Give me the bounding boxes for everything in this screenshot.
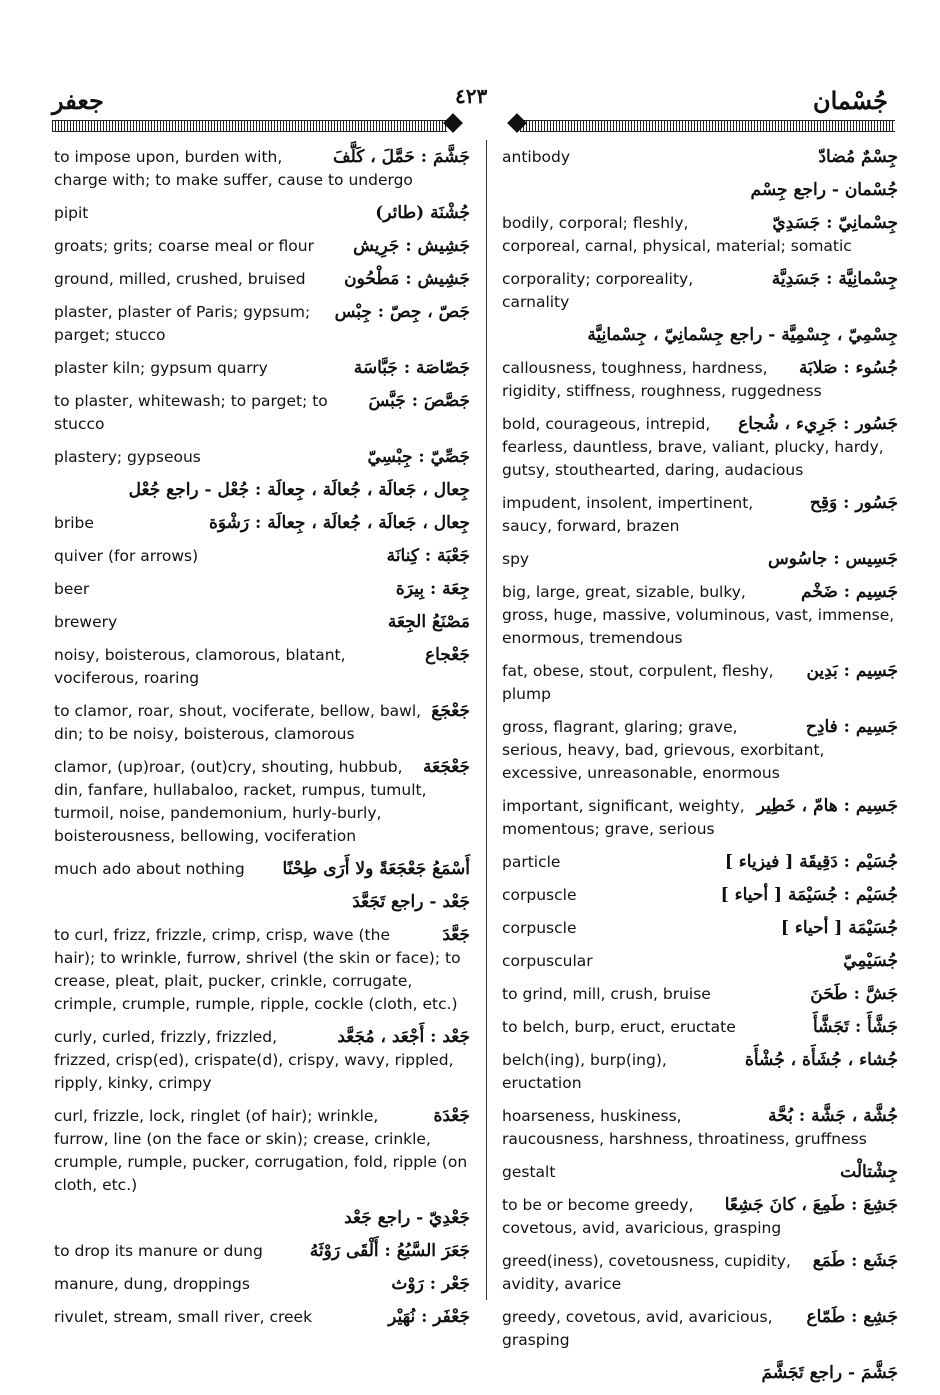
dictionary-entry: [502, 581, 898, 650]
dictionary-entry: [54, 146, 470, 192]
arabic-headword: جُشاء ، جُشَأَة ، جُشْأَة: [744, 1050, 898, 1070]
english-definition: manure, dung, droppings: [54, 1275, 250, 1293]
english-definition: bodily, corporal; fleshly, corporeal, carnal, physical, material; somatic: [502, 214, 852, 255]
english-definition: curly, curled, frizzly, frizzled, frizzed, crisp(ed), crispate(d), crispy, wavy, rippled, ripply, kinky, crimpy: [54, 1028, 454, 1092]
arabic-headword: جِسْمٌ مُضادّ: [818, 147, 898, 167]
dictionary-entry: [502, 146, 898, 169]
arabic-headword: جِعال ، جَعالَة ، جُعالَة ، جِعالَة : رَشْوَة: [208, 513, 470, 533]
arabic-headword: جَسِيم : ضَخْم: [801, 582, 898, 602]
arabic-headword: جُشْنَة (طائر): [375, 203, 470, 223]
dictionary-entry: [54, 644, 470, 690]
english-definition: bribe: [54, 514, 94, 532]
right-guide-word: جُسْمان: [812, 86, 888, 115]
english-definition: to belch, burp, eruct, eructate: [502, 1018, 736, 1036]
english-definition: gestalt: [502, 1163, 556, 1181]
english-definition: hoarseness, huskiness, raucousness, harshness, throatiness, gruffness: [502, 1107, 867, 1148]
arabic-headword: جَسُور : وَقِح: [809, 493, 898, 513]
header-rule-left: [52, 120, 447, 132]
dictionary-entry: [54, 1273, 470, 1296]
arabic-headword: جِسْمِيّ ، جِسْمِيَّة - راجع جِسْمانِيّ ، جِسْمانِيَّة: [587, 325, 898, 345]
dictionary-entry: [54, 446, 470, 469]
dictionary-entry: [54, 1105, 470, 1197]
arabic-headword: جَشَّمَ - راجع تَجَشَّمَ: [761, 1363, 898, 1383]
arabic-headword: جَعْدِيّ - راجع جَعْد: [344, 1208, 470, 1228]
arabic-headword: جَعْجَعَة: [423, 757, 470, 777]
dictionary-entry: [54, 611, 470, 634]
arabic-headword: جَعْفَر : نُهَيْر: [388, 1307, 470, 1327]
dictionary-entry: [502, 492, 898, 538]
arabic-headword: جَعْر : رَوْث: [391, 1274, 470, 1294]
arabic-headword: جَشِعَ : طَمِعَ ، كانَ جَشِعًا: [724, 1195, 898, 1215]
arabic-headword: جُسُوء : صَلابَة: [799, 358, 898, 378]
arabic-headword: جُسَيْم : جُسَيْمَة [ أحياء ]: [720, 885, 898, 905]
english-definition: noisy, boisterous, clamorous, blatant, vociferous, roaring: [54, 646, 346, 687]
english-definition: to grind, mill, crush, bruise: [502, 985, 711, 1003]
dictionary-entry: [54, 390, 470, 436]
arabic-headword: جُسَيْمِيّ: [843, 951, 898, 971]
english-definition: big, large, great, sizable, bulky, gross, huge, massive, voluminous, vast, immense, enormous, tremendous: [502, 583, 895, 647]
arabic-headword: جَعْبَة : كِنانَة: [386, 546, 470, 566]
dictionary-entry: [502, 324, 898, 347]
dictionary-entry: [54, 479, 470, 502]
dictionary-entry: [54, 1240, 470, 1263]
english-definition: to curl, frizz, frizzle, crimp, crisp, wave (the hair); to wrinkle, furrow, shrivel (the skin or face); to crease, pleat, plait, pucker, crinkle, corrugate, crimple, crumple, rumple, ripple, cockle (cloth, etc.): [54, 926, 461, 1013]
english-definition: corpuscle: [502, 919, 577, 937]
arabic-headword: جَصِّيّ : جِبْسِيّ: [367, 447, 470, 467]
arabic-headword: جَسِيم : فادِح: [805, 717, 898, 737]
page-header: [0, 78, 940, 118]
arabic-headword: جَعْدَة: [433, 1106, 470, 1126]
dictionary-entry: [502, 1306, 898, 1352]
dictionary-entry: [502, 983, 898, 1006]
english-definition: beer: [54, 580, 90, 598]
english-definition: much ado about nothing: [54, 860, 245, 878]
arabic-headword: جِعَة : بِيرَة: [395, 579, 470, 599]
dictionary-entry: [54, 858, 470, 881]
header-rule-right: [520, 120, 895, 132]
english-definition: impudent, insolent, impertinent, saucy, forward, brazen: [502, 494, 754, 535]
arabic-headword: جَصّ ، جِصّ : جِبْس: [334, 302, 470, 322]
dictionary-entry: [502, 1250, 898, 1296]
arabic-headword: جَعَّدَ: [442, 925, 470, 945]
arabic-headword: جَسِيم : هامّ ، خَطِير: [756, 796, 898, 816]
english-definition: to plaster, whitewash; to parget; to stucco: [54, 392, 328, 433]
arabic-headword: جَعْجَعَ: [431, 701, 470, 721]
arabic-headword: جَشِع : طَمّاع: [806, 1307, 898, 1327]
arabic-headword: جِسْمانِيَّة : جَسَدِيَّة: [771, 269, 898, 289]
arabic-headword: جَشَّ : طَحَنَ: [810, 984, 898, 1004]
english-definition: particle: [502, 853, 561, 871]
dictionary-entry: [54, 578, 470, 601]
dictionary-entry: [502, 1194, 898, 1240]
english-definition: quiver (for arrows): [54, 547, 199, 565]
arabic-headword: أَسْمَعُ جَعْجَعَةً ولا أَرَى طِحْنًا: [282, 859, 470, 879]
dictionary-entry: [502, 1105, 898, 1151]
dictionary-entry: [502, 1161, 898, 1184]
english-definition: corpuscular: [502, 952, 593, 970]
english-definition: fat, obese, stout, corpulent, fleshy, plump: [502, 662, 774, 703]
english-definition: brewery: [54, 613, 118, 631]
english-definition: antibody: [502, 148, 571, 166]
arabic-headword: جَعْد : أَجْعَد ، مُجَعَّد: [337, 1027, 470, 1047]
dictionary-entry: [54, 202, 470, 225]
dictionary-entry: [502, 660, 898, 706]
english-definition: clamor, (up)roar, (out)cry, shouting, hubbub, din, fanfare, hullabaloo, racket, rumpus, tumult, turmoil, noise, pandemonium, hurly-burly, boisterousness, bellowing, vociferation: [54, 758, 427, 845]
english-definition: corpuscle: [502, 886, 577, 904]
arabic-headword: جَسُور : جَرِيء ، شُجاع: [738, 414, 898, 434]
arabic-headword: جُسَيْمَة [ أحياء ]: [780, 918, 898, 938]
arabic-headword: جَسِيس : جاسُوس: [767, 549, 898, 569]
arabic-headword: جِشْتالْت: [840, 1162, 898, 1182]
dictionary-entry: [502, 795, 898, 841]
arabic-headword: جَشِيش : جَرِيش: [353, 236, 470, 256]
dictionary-entry: [502, 716, 898, 785]
arabic-headword: جِسْمانِيّ : جَسَدِيّ: [772, 213, 898, 233]
english-definition: to impose upon, burden with, charge with; to make suffer, cause to undergo: [54, 148, 413, 189]
english-definition: belch(ing), burp(ing), eructation: [502, 1051, 667, 1092]
arabic-headword: جَشَّأَ : تَجَشَّأَ: [812, 1017, 898, 1037]
arabic-headword: جَشَّمَ : حَمَّلَ ، كَلَّفَ: [333, 147, 470, 167]
left-column: [54, 146, 470, 1339]
dictionary-entry: [502, 917, 898, 940]
dictionary-entry: [54, 1306, 470, 1329]
dictionary-entry: [54, 512, 470, 535]
left-guide-word: جعفر: [52, 86, 104, 115]
dictionary-entry: [54, 924, 470, 1016]
english-definition: to drop its manure or dung: [54, 1242, 263, 1260]
dictionary-entry: [54, 700, 470, 746]
dictionary-entry: [54, 357, 470, 380]
dictionary-entry: [502, 950, 898, 973]
page-number: ٤٢٣: [455, 84, 488, 108]
english-definition: to clamor, roar, shout, vociferate, bellow, bawl, din; to be noisy, boisterous, clamorous: [54, 702, 422, 743]
dictionary-entry: [502, 1049, 898, 1095]
english-definition: plaster, plaster of Paris; gypsum; parget; stucco: [54, 303, 311, 344]
dictionary-entry: [502, 548, 898, 571]
english-definition: greed(iness), covetousness, cupidity, avidity, avarice: [502, 1252, 791, 1293]
english-definition: ground, milled, crushed, bruised: [54, 270, 306, 288]
arabic-headword: جَعْجاع: [424, 645, 470, 665]
english-definition: greedy, covetous, avid, avaricious, grasping: [502, 1308, 773, 1349]
dictionary-entry: [54, 756, 470, 848]
dictionary-entry: [54, 1207, 470, 1230]
dictionary-entry: [54, 1026, 470, 1095]
english-definition: rivulet, stream, small river, creek: [54, 1308, 313, 1326]
dictionary-entry: [502, 884, 898, 907]
english-definition: callousness, toughness, hardness, rigidity, stiffness, roughness, ruggedness: [502, 359, 822, 400]
english-definition: plastery; gypseous: [54, 448, 201, 466]
arabic-headword: جُسْمان - راجع جِسْم: [750, 180, 898, 200]
arabic-headword: جُسَيْم : دَقِيقَة [ فيزياء ]: [724, 852, 898, 872]
dictionary-entry: [54, 891, 470, 914]
dictionary-entry: [502, 1016, 898, 1039]
dictionary-entry: [502, 268, 898, 314]
english-definition: bold, courageous, intrepid, fearless, dauntless, brave, valiant, plucky, hardy, gutsy, stouthearted, daring, audacious: [502, 415, 884, 479]
dictionary-entry: [502, 179, 898, 202]
column-divider: [486, 140, 487, 1300]
arabic-headword: جَسِيم : بَدِين: [806, 661, 898, 681]
dictionary-entry: [502, 212, 898, 258]
dictionary-entry: [54, 268, 470, 291]
arabic-headword: جُشَّة ، جَشَّة : بُحَّة: [768, 1106, 898, 1126]
arabic-headword: جَشِيش : مَطْحُون: [344, 269, 470, 289]
english-definition: groats; grits; coarse meal or flour: [54, 237, 314, 255]
arabic-headword: جَشَع : طَمَع: [812, 1251, 898, 1271]
english-definition: corporality; corporeality, carnality: [502, 270, 694, 311]
english-definition: curl, frizzle, lock, ringlet (of hair); wrinkle, furrow, line (on the face or skin); crease, crinkle, crumple, rumple, pucker, corrugation, fold, ripple (on cloth, etc.): [54, 1107, 468, 1194]
arabic-headword: جَصّاصَة : جَبَّاسَة: [353, 358, 470, 378]
dictionary-entry: [502, 413, 898, 482]
arabic-headword: جِعال ، جَعالَة ، جُعالَة ، جِعالَة : جُعْل - راجع جُعْل: [128, 480, 470, 500]
english-definition: plaster kiln; gypsum quarry: [54, 359, 268, 377]
english-definition: important, significant, weighty, momentous; grave, serious: [502, 797, 745, 838]
arabic-headword: جَصَّصَ : جَبَّسَ: [368, 391, 470, 411]
arabic-headword: مَصْنَعُ الجِعَة: [387, 612, 470, 632]
dictionary-entry: [54, 301, 470, 347]
english-definition: spy: [502, 550, 530, 568]
dictionary-entry: [502, 1362, 898, 1385]
dictionary-entry: [502, 851, 898, 874]
english-definition: gross, flagrant, glaring; grave, serious, heavy, bad, grievous, exorbitant, excessive, unreasonable, enormous: [502, 718, 825, 782]
right-column: [502, 146, 898, 1395]
arabic-headword: جَعْد - راجع تَجَعَّدَ: [352, 892, 470, 912]
dictionary-entry: [502, 357, 898, 403]
english-definition: pipit: [54, 204, 89, 222]
arabic-headword: جَعَرَ السَّبُعُ : أَلْقَى رَوْثَهُ: [309, 1241, 470, 1261]
dictionary-entry: [54, 545, 470, 568]
dictionary-entry: [54, 235, 470, 258]
english-definition: to be or become greedy, covetous, avid, avaricious, grasping: [502, 1196, 782, 1237]
